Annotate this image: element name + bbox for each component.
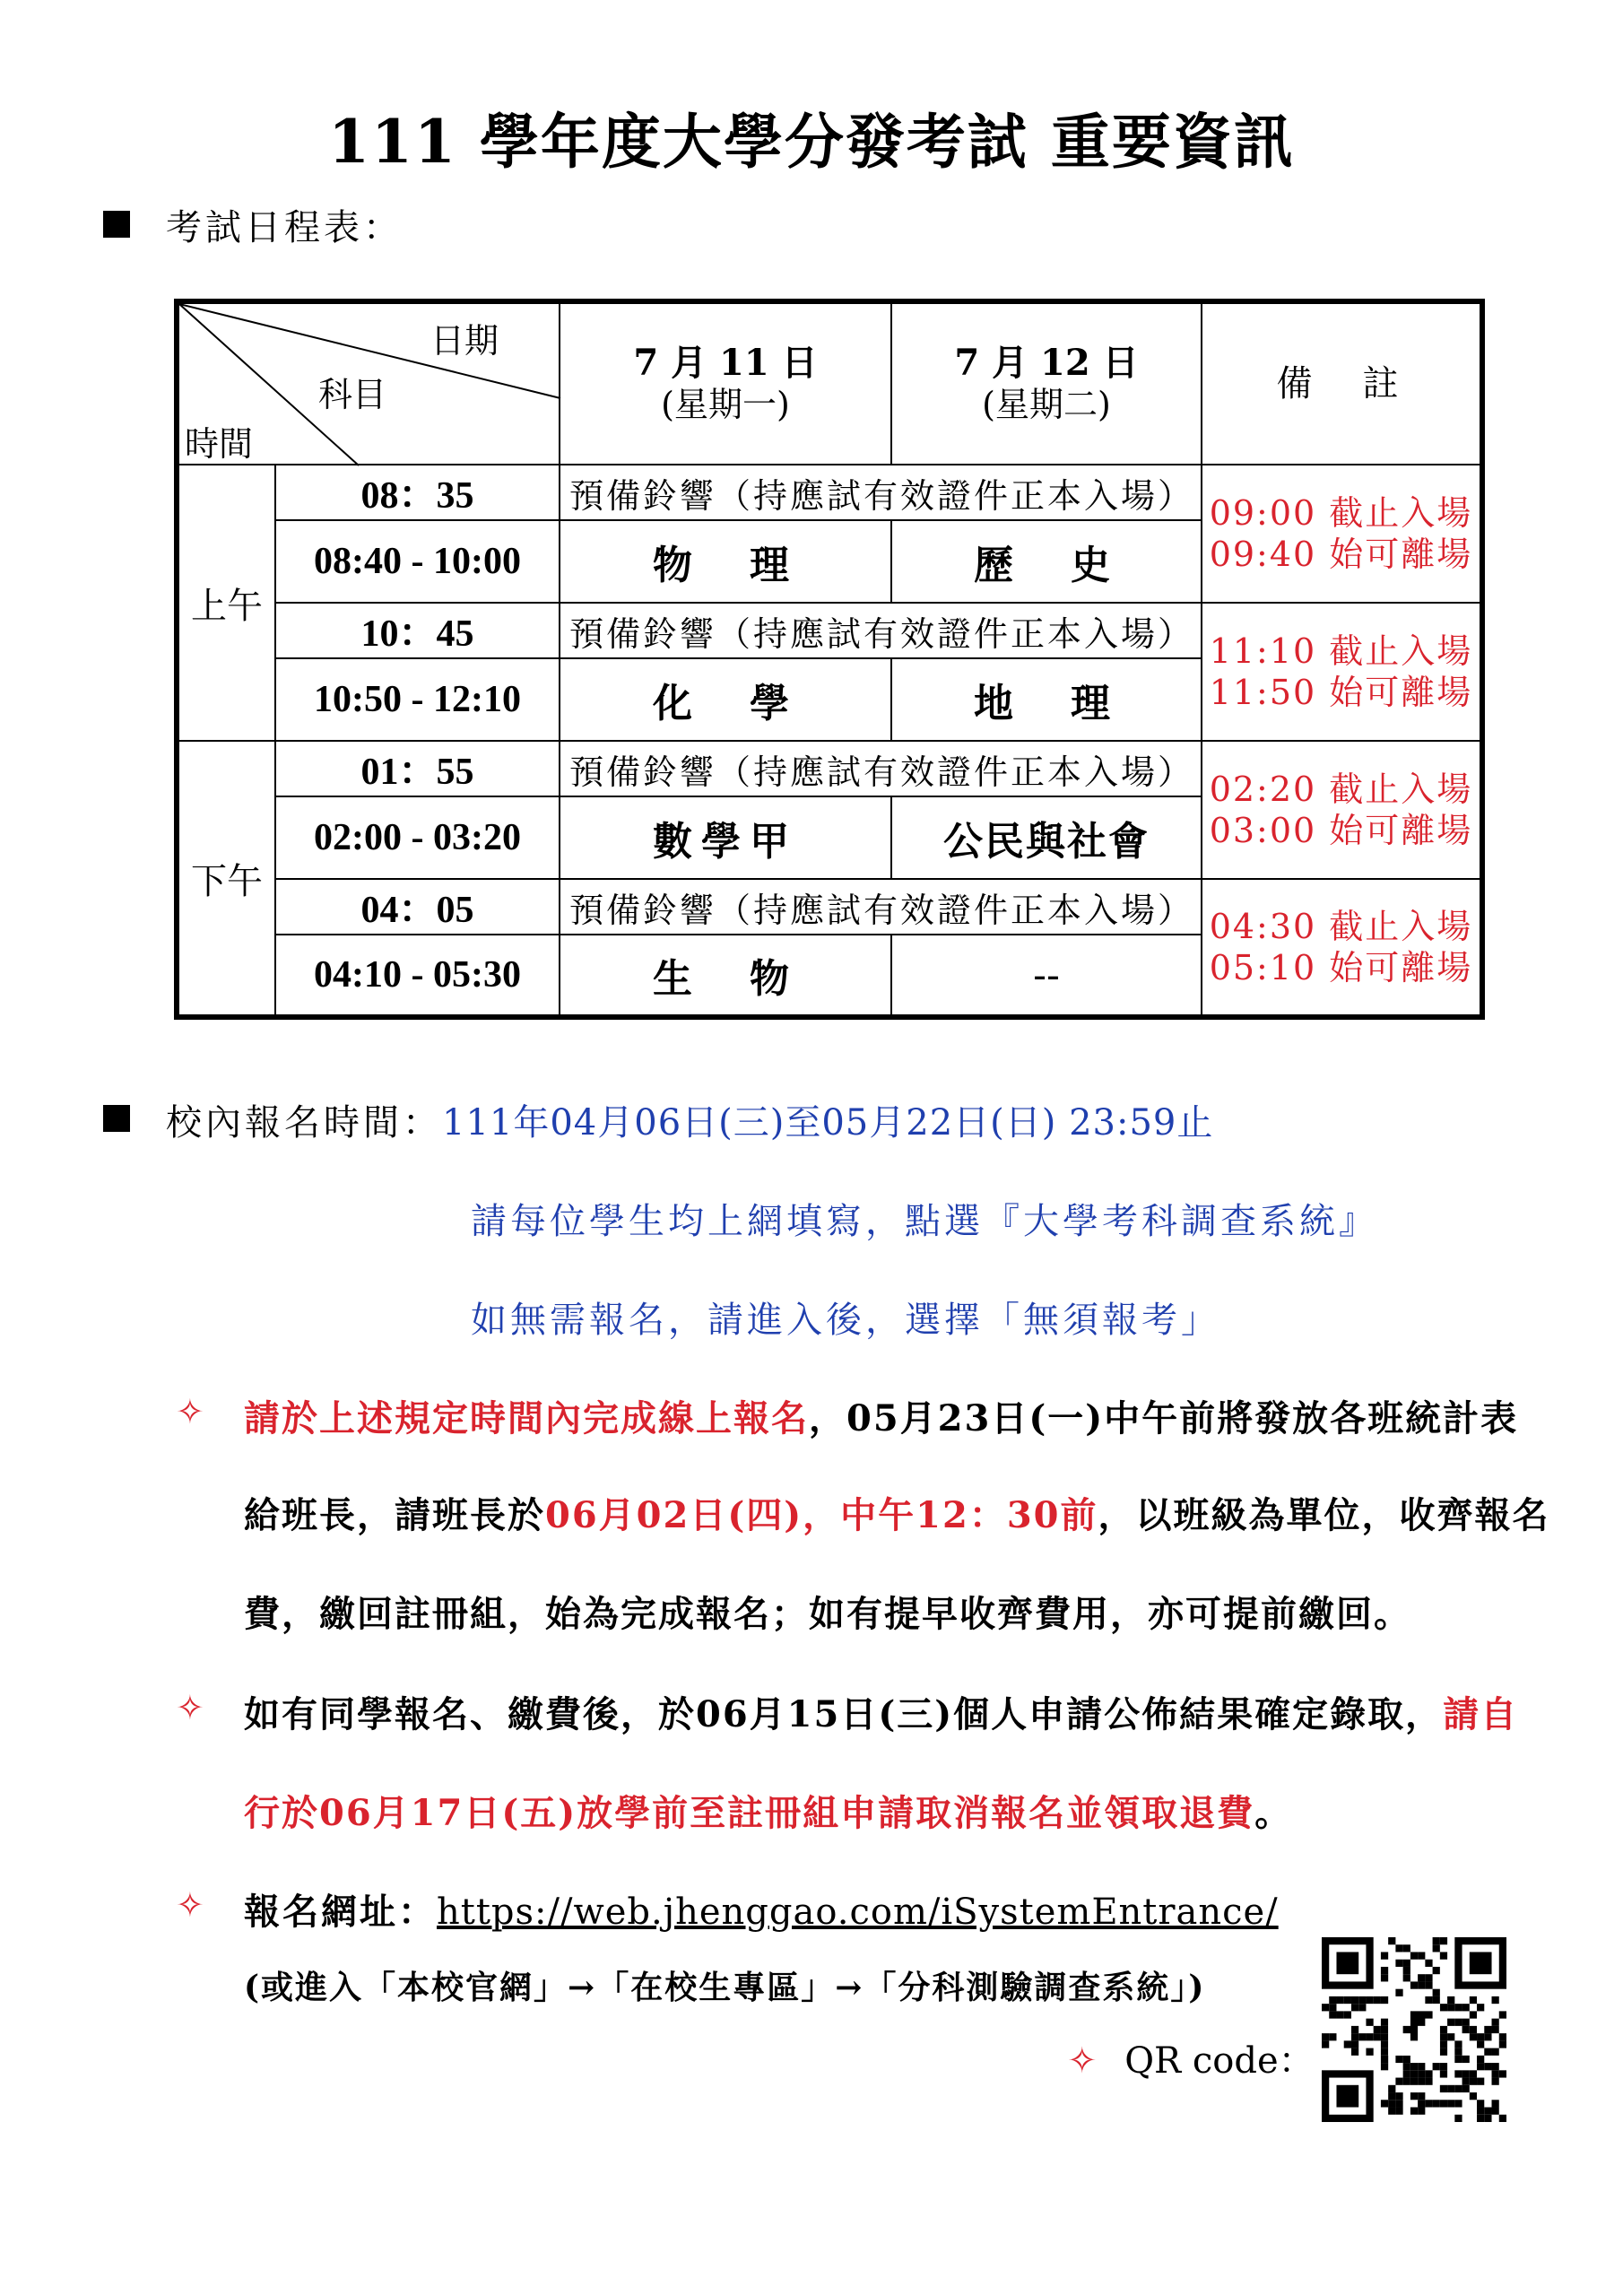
subject-day1: 物 理 (560, 520, 891, 603)
notice1-text2c: ，以班級為單位，收齊報名 (1098, 1494, 1550, 1536)
corner-subject-label: 科目 (318, 375, 387, 414)
exam-time: 04:10 - 05:30 (275, 935, 560, 1017)
navigation-path: (或進入「本校官網」→「在校生專區」→「分科測驗調查系統」) (244, 1969, 1206, 2006)
notice2-line2 (244, 1785, 1292, 1836)
note-cell (1202, 879, 1482, 1017)
registration-url-link[interactable]: https://web.jhenggao.com/iSystemEntrance/ (437, 1892, 1279, 1933)
star-bullet-icon: ✧ (1067, 2040, 1098, 2082)
corner-time-label: 時間 (185, 424, 254, 464)
star-bullet-icon: ✧ (176, 1885, 204, 1925)
note-cell (1202, 465, 1482, 603)
subject-day2: -- (891, 935, 1202, 1017)
bell-time: 10：45 (275, 603, 560, 658)
bell-text: 預備鈴響（持應試有效證件正本入場） (560, 465, 1202, 520)
page-title: 111 學年度大學分發考試 重要資訊 (328, 107, 1295, 177)
day1-date: 7 月 11 日 (633, 342, 818, 384)
notice2-red2: 行於06月17日(五)放學前至註冊組申請取消報名並領取退費 (244, 1792, 1255, 1834)
note-cell (1202, 603, 1482, 741)
day2-date: 7 月 12 日 (954, 342, 1139, 384)
star-bullet-icon: ✧ (176, 1688, 204, 1727)
registration-optout: 如無需報名，請進入後，選擇「無須報考」 (471, 1300, 1220, 1341)
subject-day2: 地 理 (891, 658, 1202, 741)
qr-label-row (1067, 2032, 1315, 2083)
exam-time: 08:40 - 10:00 (275, 520, 560, 603)
table-row (177, 465, 1482, 520)
note-leave-time: 05:10 始可離場 (1209, 948, 1473, 987)
notice3-line1 (244, 1883, 1279, 1935)
qr-label: QR code： (1124, 2040, 1315, 2082)
subject-day2: 歷 史 (891, 520, 1202, 603)
subject-day1: 生 物 (560, 935, 891, 1017)
table-header-row (177, 301, 1482, 465)
registration-period: 111年04月06日(三)至05月22日(日) 23:59止 (442, 1102, 1214, 1144)
bullet-square (103, 1105, 130, 1132)
registration-instruction: 請每位學生均上網填寫，點選『大學考科調查系統』 (471, 1201, 1378, 1242)
day2-weekday: (星期二) (982, 385, 1111, 424)
exam-time: 10:50 - 12:10 (275, 658, 560, 741)
table-row (177, 879, 1482, 935)
schedule-label: 考試日程表： (166, 207, 403, 248)
note-cell (1202, 741, 1482, 879)
notice2-red1: 請自 (1443, 1693, 1519, 1735)
subject-day2: 公民與社會 (891, 796, 1202, 879)
note-leave-time: 11:50 始可離場 (1209, 673, 1473, 712)
notice1-text: ，05月23日(一)中午前將發放各班統計表 (809, 1397, 1519, 1439)
notice1-red: 請於上述規定時間內完成線上報名 (244, 1397, 809, 1439)
notice1-line1 (244, 1390, 1518, 1441)
bell-text: 預備鈴響（持應試有效證件正本入場） (560, 603, 1202, 658)
note-entry-cutoff: 02:20 截止入場 (1209, 770, 1473, 809)
note-entry-cutoff: 04:30 截止入場 (1209, 907, 1473, 946)
notice1-line3: 費，繳回註冊組，始為完成報名；如有提早收齊費用，亦可提前繳回。 (244, 1593, 1411, 1635)
notice1-line2 (244, 1487, 1550, 1538)
note-leave-time: 09:40 始可離場 (1209, 535, 1473, 574)
exam-time: 02:00 - 03:20 (275, 796, 560, 879)
table-row (177, 603, 1482, 658)
qr-code-image (1322, 1937, 1506, 2122)
period-afternoon: 下午 (177, 741, 275, 1017)
bell-time: 08：35 (275, 465, 560, 520)
table-row (177, 741, 1482, 796)
notice2-text: 如有同學報名、繳費後，於06月15日(三)個人申請公佈結果確定錄取， (244, 1693, 1444, 1735)
note-entry-cutoff: 11:10 截止入場 (1209, 631, 1473, 671)
note-entry-cutoff: 09:00 截止入場 (1209, 493, 1473, 533)
header-day1 (560, 301, 891, 465)
subject-day1: 數學甲 (560, 796, 891, 879)
note-leave-time: 03:00 始可離場 (1209, 811, 1473, 850)
bell-text: 預備鈴響（持應試有效證件正本入場） (560, 879, 1202, 935)
corner-date-label: 日期 (430, 321, 499, 361)
notice2-end: 。 (1254, 1792, 1293, 1834)
bullet-square (103, 211, 130, 238)
exam-schedule-table (174, 299, 1485, 1020)
corner-cell (177, 301, 560, 465)
bell-text: 預備鈴響（持應試有效證件正本入場） (560, 741, 1202, 796)
url-label: 報名網址： (244, 1891, 437, 1933)
registration-section (166, 1094, 1213, 1145)
registration-label: 校內報名時間： (166, 1102, 442, 1144)
notice1-text2a: 給班長，請班長於 (244, 1494, 545, 1536)
period-morning: 上午 (177, 465, 275, 741)
notice1-deadline: 06月02日(四)，中午12：30前 (545, 1494, 1098, 1536)
header-notes: 備 註 (1202, 301, 1482, 465)
subject-day1: 化 學 (560, 658, 891, 741)
bell-time: 01：55 (275, 741, 560, 796)
notice2-line1 (244, 1686, 1518, 1737)
bell-time: 04：05 (275, 879, 560, 935)
header-day2 (891, 301, 1202, 465)
day1-weekday: (星期一) (661, 385, 790, 424)
star-bullet-icon: ✧ (176, 1392, 204, 1431)
